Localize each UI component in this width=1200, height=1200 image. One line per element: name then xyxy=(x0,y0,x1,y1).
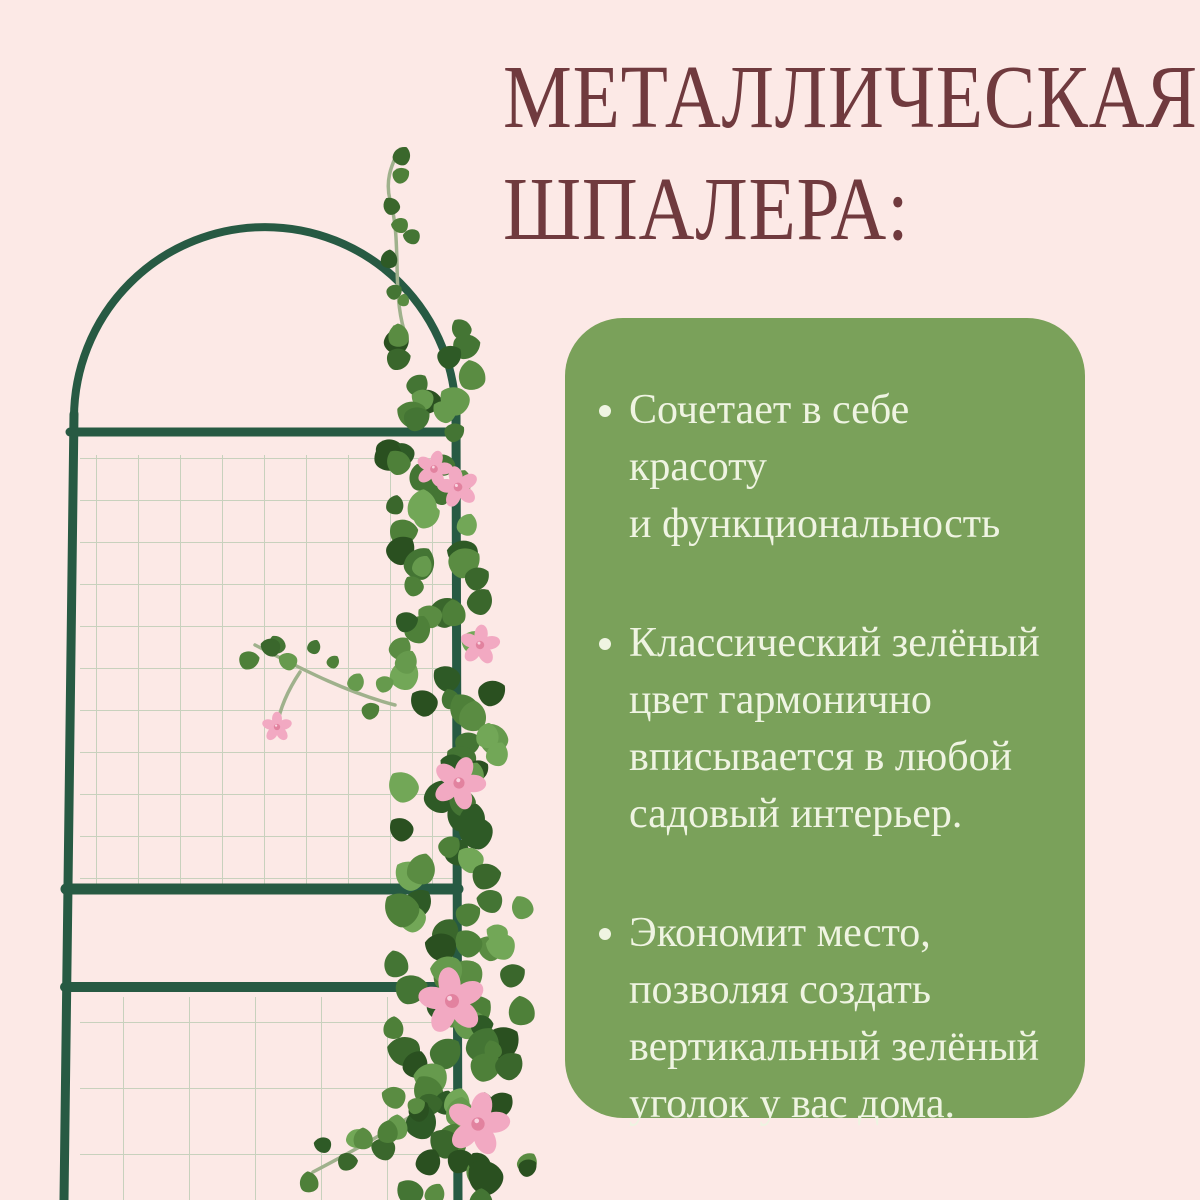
ivy-leaf xyxy=(507,892,536,923)
benefit-line: садовый интерьер. xyxy=(629,791,963,837)
bullet-dot xyxy=(599,638,611,650)
benefit-line: Классический зелёный xyxy=(629,620,1040,666)
benefit-item xyxy=(599,382,1049,553)
benefits-card xyxy=(565,318,1085,1127)
benefit-item xyxy=(599,615,1049,843)
benefit-line: вписывается в любой xyxy=(629,734,1013,780)
bullet-dot xyxy=(599,928,611,940)
ivy-leaf xyxy=(381,948,410,980)
ivy-leaf xyxy=(507,994,537,1027)
benefit-item xyxy=(599,905,1049,1133)
bullet-dot xyxy=(599,405,611,417)
ivy-leaf xyxy=(388,323,410,347)
ivy-leaf xyxy=(497,959,530,991)
ivy-leaf xyxy=(456,358,488,392)
trellis-arch xyxy=(74,227,456,418)
benefit-line: уголок у вас дома. xyxy=(629,1081,956,1127)
benefit-line: Экономит место, xyxy=(629,910,931,956)
page-title xyxy=(503,42,1198,266)
benefit-line: Сочетает в себе красоту xyxy=(629,387,910,490)
ivy-leaf xyxy=(390,164,412,186)
title-line-2: ШПАЛЕРА: xyxy=(503,160,910,259)
benefit-line: и функциональность xyxy=(629,501,1001,547)
trellis-post-left xyxy=(64,414,74,1200)
benefit-line: цвет гармонично xyxy=(629,677,932,723)
benefit-line: вертикальный зелёный xyxy=(629,1024,1040,1070)
title-line-1: МЕТАЛЛИЧЕСКАЯ xyxy=(503,48,1198,147)
benefit-line: позволяя создать xyxy=(629,967,932,1013)
